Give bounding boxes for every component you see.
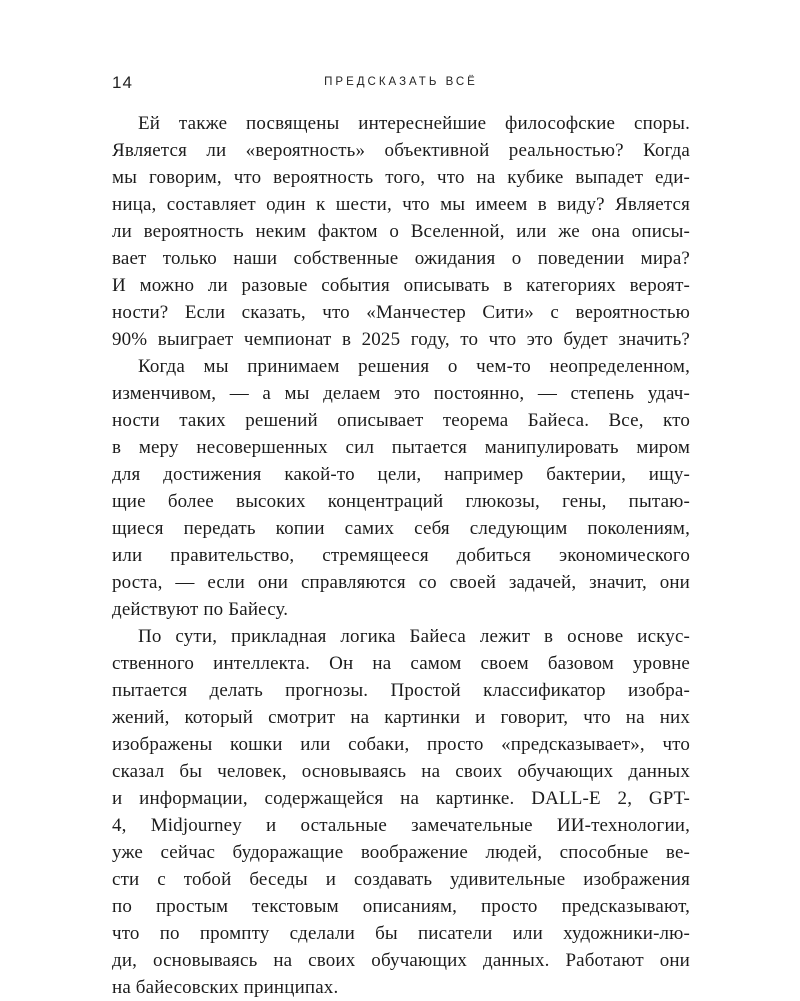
text-line: ница, составляет один к шести, что мы имеем в виду? Является [112,194,690,215]
text-line: сказал бы человек, основываясь на своих обучающих данных [112,761,690,782]
text-line: ности? Если сказать, что «Манчестер Сити» с вероятностью [112,302,690,323]
paragraph-2 [112,353,690,623]
text-line: мы говорим, что вероятность того, что на кубике выпадет еди- [112,167,690,188]
text-line: по простым текстовым описаниям, просто предсказывают, [112,896,690,917]
body-text [112,110,690,1001]
text-line: жений, который смотрит на картинки и говорит, что на них [112,707,690,728]
text-line: в меру несовершенных сил пытается манипулировать миром [112,437,690,458]
text-line: ственного интеллекта. Он на самом своем базовом уровне [112,653,690,674]
text-line: 90% выиграет чемпионат в 2025 году, то что это будет значить? [112,329,690,350]
text-line: вает только наши собственные ожидания о поведении мира? [112,248,690,269]
text-line: 4, Midjourney и остальные замечательные ИИ-технологии, [112,815,690,836]
book-title: ПРЕДСКАЗАТЬ ВСЁ [324,76,478,88]
paragraph-1 [112,110,690,353]
text-line: Ей также посвящены интереснейшие философские споры. [138,113,690,134]
text-line: пытается делать прогнозы. Простой классификатор изобра- [112,680,690,701]
text-line: ли вероятность неким фактом о Вселенной, или же она описы- [112,221,690,242]
text-line: И можно ли разовые события описывать в категориях вероят- [112,275,690,296]
text-line: изображены кошки или собаки, просто «предсказывает», что [112,734,690,755]
text-line: щиеся передать копии самих себя следующим поколениям, [112,518,690,539]
running-head [112,73,690,93]
text-line: роста, — если они справляются со своей задачей, значит, они [112,572,690,593]
text-line: сти с тобой беседы и создавать удивительные изображения [112,869,690,890]
text-line: щие более высоких концентраций глюкозы, гены, пытаю- [112,491,690,512]
text-line: Когда мы принимаем решения о чем-то неопределенном, [138,356,690,377]
text-line: и информации, содержащейся на картинке. DALL-E 2, GPT- [112,788,690,809]
text-line: изменчивом, — а мы делаем это постоянно, — степень удач- [112,383,690,404]
text-line: Является ли «вероятность» объективной реальностью? Когда [112,140,690,161]
text-line: ности таких решений описывает теорема Байеса. Все, кто [112,410,690,431]
text-line: для достижения какой-то цели, например бактерии, ищу- [112,464,690,485]
text-line: или правительство, стремящееся добиться экономического [112,545,690,566]
page-number: 14 [112,73,133,92]
text-line: По сути, прикладная логика Байеса лежит в основе искус- [138,626,690,647]
text-line: ди, основываясь на своих обучающих данных. Работают они [112,950,690,971]
text-line: уже сейчас будоражащие воображение людей, способные ве- [112,842,690,863]
text-line: что по промпту сделали бы писатели или художники-лю- [112,923,690,944]
text-line: действуют по Байесу. [112,599,289,620]
paragraph-3 [112,623,690,1001]
text-line: на байесовских принципах. [112,977,339,998]
